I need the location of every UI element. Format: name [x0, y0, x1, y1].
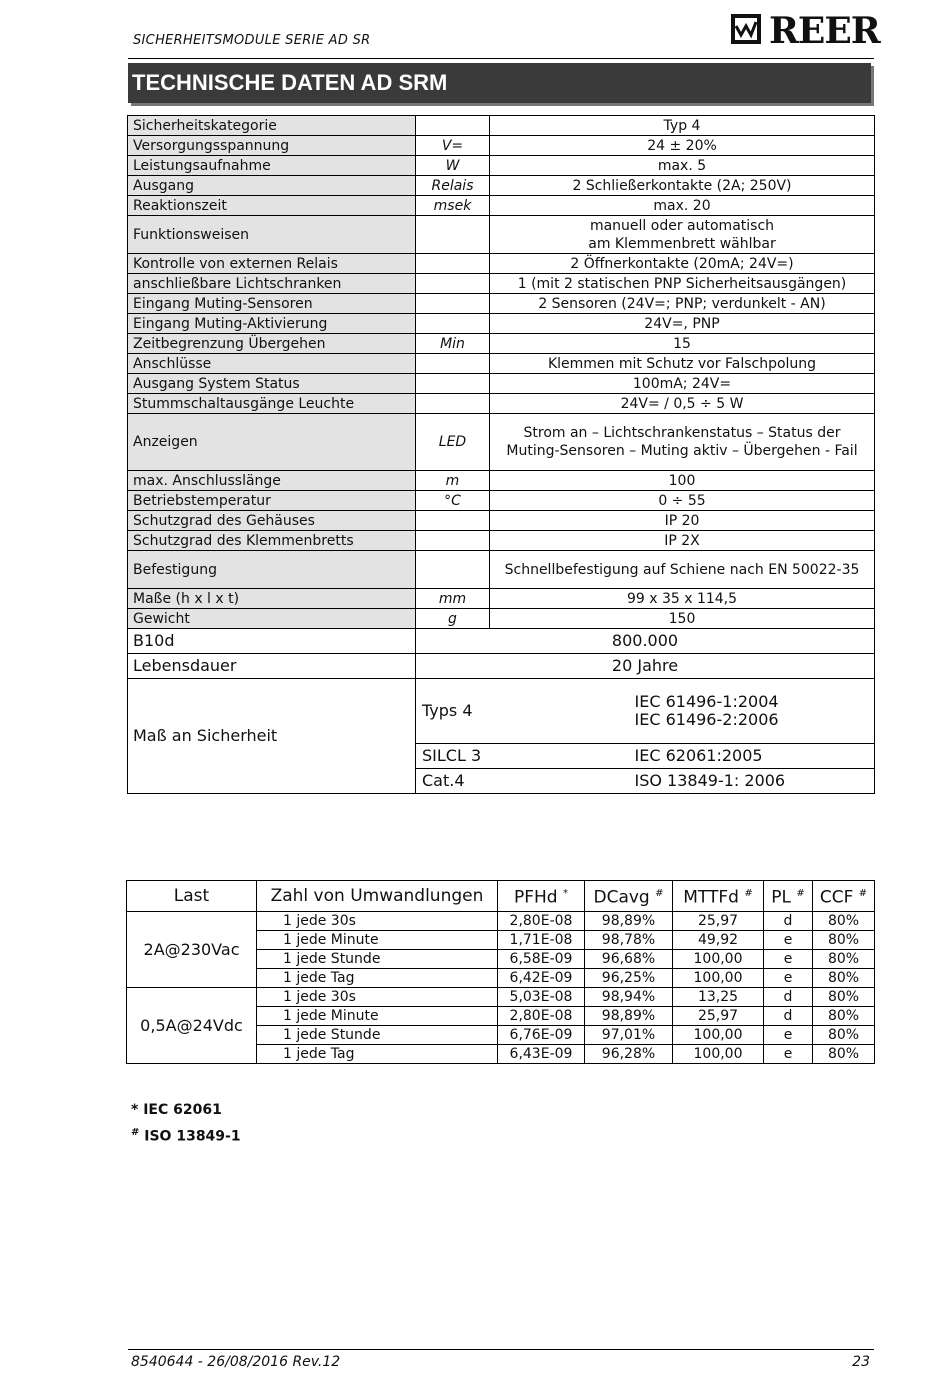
spec-unit: LED [416, 414, 490, 471]
pfhd-value: 2,80E-08 [498, 912, 585, 931]
spec-row [128, 471, 875, 491]
spec-value: IP 2X [490, 531, 875, 551]
header-last: Last [127, 881, 257, 912]
section-banner [128, 63, 871, 103]
spec-row [128, 589, 875, 609]
spec-value: 15 [490, 334, 875, 354]
spec-row [128, 629, 875, 654]
mttfd-value: 13,25 [673, 988, 764, 1007]
spec-row [128, 374, 875, 394]
header-pl [764, 881, 813, 912]
spec-value: 100mA; 24V= [490, 374, 875, 394]
spec-table [127, 115, 875, 794]
spec-row [128, 654, 875, 679]
spec-value: Typ 4 [490, 116, 875, 136]
load-row [127, 912, 875, 931]
spec-key: Anzeigen [128, 414, 416, 471]
spec-row [128, 609, 875, 629]
cycle-rate: 1 jede Tag [257, 969, 498, 988]
spec-key: Schutzgrad des Klemmenbretts [128, 531, 416, 551]
safety-level: Cat.4 [416, 769, 490, 794]
cycle-rate: 1 jede Minute [257, 931, 498, 950]
spec-key: max. Anschlusslänge [128, 471, 416, 491]
spec-unit: W [416, 156, 490, 176]
footnote-iso-text: ISO 13849-1 [139, 1128, 241, 1145]
spec-row [128, 354, 875, 374]
header-ccf-label: CCF [819, 887, 854, 908]
header-ccf-mark: # [858, 888, 868, 900]
spec-row [128, 294, 875, 314]
spec-unit [416, 394, 490, 414]
pl-value: d [764, 1007, 813, 1026]
spec-value: 99 x 35 x 114,5 [490, 589, 875, 609]
spec-row [128, 176, 875, 196]
spec-value: 24V= / 0,5 ÷ 5 W [490, 394, 875, 414]
pfhd-value: 2,80E-08 [498, 1007, 585, 1026]
ccf-value: 80% [813, 931, 875, 950]
spec-row [128, 196, 875, 216]
spec-value: 150 [490, 609, 875, 629]
page-number: 23 [852, 1354, 870, 1370]
safety-key: Maß an Sicherheit [128, 679, 416, 794]
spec-key: anschließbare Lichtschranken [128, 274, 416, 294]
dcavg-value: 97,01% [585, 1026, 673, 1045]
spec-value: 1 (mit 2 statischen PNP Sicherheitsausgängen) [490, 274, 875, 294]
spec-value: manuell oder automatisch am Klemmenbrett wählbar [490, 216, 875, 254]
pl-value: e [764, 1045, 813, 1064]
mttfd-value: 100,00 [673, 1026, 764, 1045]
spec-key: Lebensdauer [128, 654, 416, 679]
header-pfhd-label: PFHd [513, 887, 558, 908]
header-rule [128, 58, 874, 59]
header-dcavg-label: DCavg [593, 887, 650, 908]
header-pfhd-mark: * [563, 888, 568, 900]
spec-key: Funktionsweisen [128, 216, 416, 254]
dcavg-value: 98,78% [585, 931, 673, 950]
mttfd-value: 100,00 [673, 1045, 764, 1064]
spec-key: Ausgang System Status [128, 374, 416, 394]
pfhd-value: 6,76E-09 [498, 1026, 585, 1045]
spec-value: 2 Schließerkontakte (2A; 250V) [490, 176, 875, 196]
spec-key: Versorgungsspannung [128, 136, 416, 156]
spec-row [128, 531, 875, 551]
header-zahl: Zahl von Umwandlungen [257, 881, 498, 912]
spec-unit [416, 511, 490, 531]
header-dcavg [585, 881, 673, 912]
pl-value: e [764, 950, 813, 969]
series-title: SICHERHEITSMODULE SERIE AD SR [133, 33, 371, 48]
spec-row [128, 394, 875, 414]
spec-key: Ausgang [128, 176, 416, 196]
safety-standard: IEC 62061:2005 [490, 744, 875, 769]
spec-row [128, 551, 875, 589]
pl-value: d [764, 988, 813, 1007]
spec-row [128, 511, 875, 531]
spec-value: 800.000 [416, 629, 875, 654]
spec-key: Sicherheitskategorie [128, 116, 416, 136]
spec-value: max. 5 [490, 156, 875, 176]
pfhd-value: 6,43E-09 [498, 1045, 585, 1064]
pl-value: e [764, 969, 813, 988]
ccf-value: 80% [813, 912, 875, 931]
spec-unit [416, 216, 490, 254]
spec-unit [416, 314, 490, 334]
pfhd-value: 6,42E-09 [498, 969, 585, 988]
spec-unit: Min [416, 334, 490, 354]
spec-value: 2 Öffnerkontakte (20mA; 24V=) [490, 254, 875, 274]
spec-value: Strom an – Lichtschrankenstatus – Status der Muting-Sensoren – Muting aktiv – Übergehen - Fail [490, 414, 875, 471]
spec-row [128, 334, 875, 354]
spec-row [128, 116, 875, 136]
footer-rule [128, 1349, 874, 1350]
spec-value: 24 ± 20% [490, 136, 875, 156]
mttfd-value: 100,00 [673, 969, 764, 988]
dcavg-value: 98,89% [585, 912, 673, 931]
spec-unit: g [416, 609, 490, 629]
ccf-value: 80% [813, 1026, 875, 1045]
spec-value: Schnellbefestigung auf Schiene nach EN 50022-35 [490, 551, 875, 589]
spec-unit [416, 116, 490, 136]
spec-unit [416, 374, 490, 394]
spec-unit [416, 274, 490, 294]
header-ccf [813, 881, 875, 912]
spec-unit: m [416, 471, 490, 491]
cycle-rate: 1 jede Stunde [257, 950, 498, 969]
pfhd-value: 6,58E-09 [498, 950, 585, 969]
spec-key: Reaktionszeit [128, 196, 416, 216]
ccf-value: 80% [813, 1007, 875, 1026]
doc-reference: 8540644 - 26/08/2016 Rev.12 [131, 1354, 341, 1370]
pl-value: e [764, 1026, 813, 1045]
load-header-row [127, 881, 875, 912]
header-mttfd-label: MTTFd [683, 887, 739, 908]
dcavg-value: 96,68% [585, 950, 673, 969]
spec-row [128, 491, 875, 511]
spec-value: 24V=, PNP [490, 314, 875, 334]
dcavg-value: 96,28% [585, 1045, 673, 1064]
pl-value: d [764, 912, 813, 931]
spec-key: Zeitbegrenzung Übergehen [128, 334, 416, 354]
spec-unit [416, 551, 490, 589]
spec-row [128, 274, 875, 294]
spec-unit: V= [416, 136, 490, 156]
spec-unit [416, 531, 490, 551]
pl-value: e [764, 931, 813, 950]
safety-level: SILCL 3 [416, 744, 490, 769]
cycle-rate: 1 jede 30s [257, 912, 498, 931]
spec-key: Stummschaltausgänge Leuchte [128, 394, 416, 414]
spec-value: 100 [490, 471, 875, 491]
safety-level: Typs 4 [416, 679, 490, 744]
spec-key: Eingang Muting-Aktivierung [128, 314, 416, 334]
spec-key: Schutzgrad des Gehäuses [128, 511, 416, 531]
mttfd-value: 49,92 [673, 931, 764, 950]
header-mttfd [673, 881, 764, 912]
footnote-iec: * IEC 62061 [131, 1102, 222, 1118]
reer-logo [731, 8, 880, 52]
cycle-rate: 1 jede Tag [257, 1045, 498, 1064]
reer-logo-text: REER [769, 10, 880, 52]
mttfd-value: 25,97 [673, 1007, 764, 1026]
spec-row [128, 216, 875, 254]
spec-key: Maße (h x l x t) [128, 589, 416, 609]
load-row [127, 988, 875, 1007]
footnote-iso-mark: # [131, 1127, 140, 1138]
spec-row [128, 314, 875, 334]
spec-value: IP 20 [490, 511, 875, 531]
cycle-rate: 1 jede Minute [257, 1007, 498, 1026]
load-group-label: 0,5A@24Vdc [127, 988, 257, 1064]
cycle-rate: 1 jede 30s [257, 988, 498, 1007]
spec-key: Anschlüsse [128, 354, 416, 374]
safety-standard: ISO 13849-1: 2006 [490, 769, 875, 794]
reer-logo-icon [731, 14, 761, 44]
spec-row [128, 156, 875, 176]
spec-value: Klemmen mit Schutz vor Falschpolung [490, 354, 875, 374]
mttfd-value: 100,00 [673, 950, 764, 969]
spec-key: B10d [128, 629, 416, 654]
pfhd-value: 1,71E-08 [498, 931, 585, 950]
pfhd-value: 5,03E-08 [498, 988, 585, 1007]
section-title: TECHNISCHE DATEN AD SRM [132, 70, 448, 95]
spec-unit: msek [416, 196, 490, 216]
cycle-rate: 1 jede Stunde [257, 1026, 498, 1045]
dcavg-value: 96,25% [585, 969, 673, 988]
safety-standard: IEC 61496-1:2004 IEC 61496-2:2006 [490, 679, 875, 744]
ccf-value: 80% [813, 950, 875, 969]
load-group-label: 2A@230Vac [127, 912, 257, 988]
mttfd-value: 25,97 [673, 912, 764, 931]
spec-unit [416, 294, 490, 314]
spec-key: Betriebstemperatur [128, 491, 416, 511]
spec-key: Eingang Muting-Sensoren [128, 294, 416, 314]
spec-row [128, 414, 875, 471]
spec-unit [416, 254, 490, 274]
spec-unit [416, 354, 490, 374]
header-mttfd-mark: # [744, 888, 753, 900]
spec-unit: Relais [416, 176, 490, 196]
ccf-value: 80% [813, 969, 875, 988]
ccf-value: 80% [813, 988, 875, 1007]
spec-row [128, 254, 875, 274]
spec-value: 20 Jahre [416, 654, 875, 679]
load-table [126, 880, 875, 1064]
spec-key: Befestigung [128, 551, 416, 589]
header-dcavg-mark: # [655, 888, 664, 900]
spec-value: 0 ÷ 55 [490, 491, 875, 511]
spec-row [128, 136, 875, 156]
spec-value: 2 Sensoren (24V=; PNP; verdunkelt - AN) [490, 294, 875, 314]
ccf-value: 80% [813, 1045, 875, 1064]
spec-key: Kontrolle von externen Relais [128, 254, 416, 274]
header-pl-mark: # [796, 888, 805, 900]
spec-value: max. 20 [490, 196, 875, 216]
header-pl-label: PL [771, 887, 791, 908]
spec-unit: mm [416, 589, 490, 609]
spec-key: Leistungsaufnahme [128, 156, 416, 176]
header-pfhd [498, 881, 585, 912]
footnote-iso [131, 1127, 241, 1145]
dcavg-value: 98,94% [585, 988, 673, 1007]
spec-key: Gewicht [128, 609, 416, 629]
safety-row [128, 679, 875, 744]
spec-unit: °C [416, 491, 490, 511]
dcavg-value: 98,89% [585, 1007, 673, 1026]
